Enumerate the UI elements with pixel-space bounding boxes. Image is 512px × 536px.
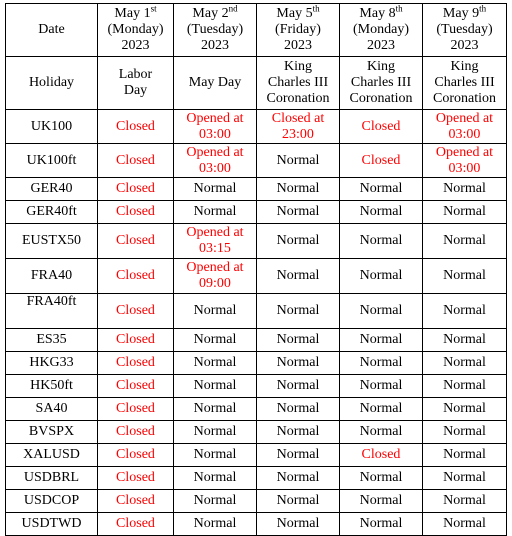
trading-status-cell [98, 513, 174, 536]
trading-status-text: Normal [193, 303, 237, 318]
table-row [6, 490, 507, 513]
trading-status-cell [98, 467, 174, 490]
holiday-name-line: Labor [118, 67, 153, 82]
trading-status-cell [423, 421, 507, 444]
holiday-name-line: King [450, 59, 479, 74]
trading-status-text: Normal [193, 332, 237, 347]
trading-status-cell [423, 444, 507, 467]
trading-status-cell [98, 224, 174, 259]
trading-status-cell [340, 352, 423, 375]
trading-status-text: Normal [359, 204, 403, 219]
trading-status-text: Normal [443, 332, 486, 347]
trading-status-cell [423, 224, 507, 259]
trading-status-text: Normal [193, 181, 237, 196]
trading-status-cell [174, 294, 257, 329]
trading-status-cell [174, 513, 257, 536]
trading-status-cell [340, 144, 423, 178]
table-row [6, 201, 507, 224]
trading-status-cell [174, 375, 257, 398]
trading-status-cell [174, 398, 257, 421]
trading-status-cell [423, 259, 507, 294]
trading-status-cell [257, 224, 340, 259]
trading-status-text: Normal [359, 268, 403, 283]
trading-status-text: Normal [193, 493, 237, 508]
trading-status-text: Normal [193, 355, 237, 370]
trading-status-text: Opened at [186, 144, 244, 160]
date-year: 2023 [367, 38, 395, 53]
instrument-symbol: SA40 [6, 398, 98, 421]
trading-status-text: Normal [359, 181, 403, 196]
trading-status-cell [423, 513, 507, 536]
holiday-name-line: Charles III [350, 75, 412, 90]
trading-status-text: Normal [276, 493, 320, 508]
trading-status-cell [98, 201, 174, 224]
trading-status-text: Normal [193, 204, 237, 219]
holiday-name-cell [174, 57, 257, 110]
instrument-symbol: USDBRL [6, 467, 98, 490]
trading-status-cell [340, 294, 423, 329]
trading-status-text: Closed [116, 401, 155, 416]
date-month-day: May 1 [114, 6, 151, 21]
trading-status-cell [98, 421, 174, 444]
trading-status-text: Opened at [435, 110, 494, 126]
table-row [6, 398, 507, 421]
trading-status-cell [257, 294, 340, 329]
trading-status-cell [423, 352, 507, 375]
trading-status-cell [257, 201, 340, 224]
trading-status-cell [257, 329, 340, 352]
trading-status-text: Opened at [186, 110, 244, 126]
date-ordinal-suffix: nd [228, 3, 238, 14]
trading-status-text: Normal [443, 303, 486, 318]
date-month-day: May 2 [192, 6, 229, 21]
trading-status-text: Normal [359, 378, 403, 393]
trading-status-cell [340, 398, 423, 421]
date-month-day: May 5 [276, 6, 313, 21]
trading-status-text: Closed [116, 355, 155, 370]
trading-status-cell [174, 259, 257, 294]
trading-status-cell [423, 398, 507, 421]
trading-status-cell [423, 144, 507, 178]
date-header-cell [257, 4, 340, 57]
trading-status-cell [98, 444, 174, 467]
holiday-name-cell [257, 57, 340, 110]
trading-status-text: Normal [443, 268, 486, 283]
trading-status-text: Normal [359, 355, 403, 370]
instrument-symbol: HKG33 [6, 352, 98, 375]
trading-status-text: Normal [276, 447, 320, 462]
trading-status-text: Closed [116, 268, 155, 283]
trading-status-cell [257, 467, 340, 490]
date-weekday: (Tuesday) [186, 22, 244, 37]
instrument-symbol: UK100 [6, 110, 98, 144]
trading-status-cell [257, 421, 340, 444]
date-year: 2023 [284, 38, 312, 53]
trading-status-text: Closed [116, 424, 155, 439]
date-ordinal-suffix: th [395, 3, 403, 14]
trading-status-text: Normal [276, 355, 320, 370]
instrument-symbol: FRA40 [6, 259, 98, 294]
holiday-name-line: Coronation [266, 91, 330, 106]
trading-status-text: Normal [276, 516, 320, 531]
trading-status-cell [98, 294, 174, 329]
trading-status-text: Closed [116, 332, 155, 347]
trading-status-cell [340, 490, 423, 513]
date-header-label: Date [6, 4, 98, 57]
trading-status-cell [98, 329, 174, 352]
trading-status-text: 09:00 [199, 276, 231, 291]
trading-status-cell [257, 490, 340, 513]
trading-status-cell [98, 352, 174, 375]
trading-status-text: Closed [361, 118, 401, 134]
date-ordinal-suffix: th [312, 3, 320, 14]
trading-status-cell [340, 444, 423, 467]
trading-status-cell [340, 259, 423, 294]
trading-status-text: Closed [116, 204, 155, 219]
instrument-symbol: ES35 [6, 329, 98, 352]
trading-status-cell [174, 444, 257, 467]
holiday-name-line: Coronation [349, 91, 413, 106]
trading-status-cell [257, 513, 340, 536]
trading-status-text: Normal [359, 493, 403, 508]
trading-status-cell [174, 201, 257, 224]
table-row [6, 178, 507, 201]
date-header-cell [340, 4, 423, 57]
trading-status-cell [98, 375, 174, 398]
table-row [6, 421, 507, 444]
trading-status-cell [98, 144, 174, 178]
trading-status-cell [257, 144, 340, 178]
trading-status-text: Normal [193, 424, 237, 439]
table-row [6, 144, 507, 178]
trading-status-cell [257, 259, 340, 294]
date-header-cell [98, 4, 174, 57]
table-row [6, 467, 507, 490]
instrument-symbol: EUSTX50 [6, 224, 98, 259]
date-weekday: (Tuesday) [436, 22, 493, 37]
trading-status-text: Normal [276, 401, 320, 416]
trading-status-text: Normal [443, 447, 486, 462]
trading-status-cell [98, 490, 174, 513]
trading-status-cell [257, 110, 340, 144]
trading-status-cell [174, 110, 257, 144]
trading-status-cell [340, 201, 423, 224]
trading-status-text: Normal [443, 516, 486, 531]
holiday-name-line: Charles III [434, 75, 495, 90]
trading-status-cell [257, 352, 340, 375]
trading-status-cell [340, 513, 423, 536]
trading-status-text: Closed [116, 181, 155, 196]
trading-status-text: 03:00 [448, 126, 481, 142]
trading-status-text: Normal [276, 332, 320, 347]
trading-status-text: Normal [193, 378, 237, 393]
trading-status-text: 03:00 [199, 160, 231, 176]
trading-status-text: Closed [116, 303, 155, 318]
trading-status-text: Closed [116, 118, 155, 134]
trading-status-text: Normal [443, 470, 486, 485]
trading-status-text: 03:00 [448, 160, 481, 176]
table-row [6, 375, 507, 398]
trading-status-cell [257, 444, 340, 467]
holiday-name-line: Coronation [433, 91, 496, 106]
trading-status-cell [257, 178, 340, 201]
holiday-name-line: Day [123, 83, 148, 98]
trading-status-text: Closed [116, 233, 155, 248]
holiday-name-cell [340, 57, 423, 110]
trading-status-cell [423, 201, 507, 224]
instrument-symbol: GER40ft [6, 201, 98, 224]
trading-status-cell [423, 294, 507, 329]
trading-status-text: Closed [116, 447, 155, 462]
table-row [6, 110, 507, 144]
trading-status-cell [98, 110, 174, 144]
trading-status-cell [340, 421, 423, 444]
trading-status-cell [174, 490, 257, 513]
trading-status-text: Normal [443, 233, 486, 248]
trading-status-text: Normal [443, 181, 486, 196]
trading-status-text: Opened at [186, 225, 244, 240]
instrument-symbol: BVSPX [6, 421, 98, 444]
table-row [6, 444, 507, 467]
trading-status-text: Normal [359, 303, 403, 318]
date-month-day: May 8 [359, 6, 396, 21]
date-weekday: (Friday) [275, 22, 321, 37]
trading-status-cell [423, 375, 507, 398]
instrument-symbol: USDCOP [6, 490, 98, 513]
holiday-name-line: Charles III [267, 75, 329, 90]
table-row [6, 513, 507, 536]
trading-status-cell [257, 398, 340, 421]
trading-status-text: Normal [193, 447, 237, 462]
trading-status-cell [340, 178, 423, 201]
trading-status-cell [174, 352, 257, 375]
trading-status-text: Closed [116, 493, 155, 508]
holiday-name-line: May Day [188, 75, 242, 90]
date-ordinal-suffix: th [479, 3, 487, 14]
trading-status-text: Normal [359, 401, 403, 416]
date-year: 2023 [121, 38, 150, 53]
trading-status-text: Normal [276, 470, 320, 485]
trading-status-cell [340, 467, 423, 490]
table-row [6, 329, 507, 352]
holiday-header-label: Holiday [6, 57, 98, 110]
trading-status-cell [423, 467, 507, 490]
trading-status-text: Normal [276, 233, 320, 248]
trading-status-text: Closed [361, 447, 401, 462]
trading-status-text: Closed at [271, 110, 325, 126]
holiday-header-row [6, 57, 507, 110]
trading-status-text: Normal [443, 493, 486, 508]
trading-status-text: Closed [116, 516, 155, 531]
trading-status-text: 03:00 [199, 126, 231, 142]
instrument-symbol: HK50ft [6, 375, 98, 398]
trading-status-cell [98, 398, 174, 421]
trading-status-text: 03:15 [199, 241, 231, 256]
trading-status-text: Closed [361, 152, 401, 168]
trading-status-text: Normal [193, 470, 237, 485]
instrument-symbol: FRA40ft [6, 294, 98, 329]
trading-status-text: Normal [359, 470, 403, 485]
trading-status-cell [340, 329, 423, 352]
trading-status-text: Opened at [186, 260, 244, 275]
trading-status-text: Normal [193, 516, 237, 531]
trading-status-text: Opened at [435, 144, 494, 160]
trading-status-cell [340, 224, 423, 259]
trading-status-text: Normal [359, 332, 403, 347]
trading-status-cell [174, 467, 257, 490]
date-weekday: (Monday) [353, 22, 409, 37]
trading-status-text: 23:00 [282, 126, 314, 142]
date-header-cell [174, 4, 257, 57]
trading-status-text: Normal [359, 424, 403, 439]
trading-status-text: Normal [359, 516, 403, 531]
trading-status-cell [423, 178, 507, 201]
instrument-symbol: XALUSD [6, 444, 98, 467]
instrument-symbol: GER40 [6, 178, 98, 201]
trading-status-cell [340, 375, 423, 398]
trading-status-text: Normal [276, 424, 320, 439]
table-row [6, 352, 507, 375]
trading-status-cell [423, 490, 507, 513]
trading-status-text: Normal [276, 378, 320, 393]
trading-status-cell [174, 421, 257, 444]
trading-status-cell [174, 224, 257, 259]
holiday-name-line: King [367, 59, 395, 74]
holiday-name-cell [98, 57, 174, 110]
trading-status-cell [98, 259, 174, 294]
trading-status-text: Normal [443, 204, 486, 219]
trading-status-text: Normal [443, 424, 486, 439]
trading-status-cell [423, 329, 507, 352]
trading-status-text: Closed [116, 470, 155, 485]
date-header-row [6, 4, 507, 57]
date-weekday: (Monday) [107, 22, 164, 37]
date-header-cell [423, 4, 507, 57]
holiday-trading-schedule-table [5, 3, 507, 536]
table-row [6, 224, 507, 259]
holiday-name-cell [423, 57, 507, 110]
trading-status-text: Normal [443, 378, 486, 393]
instrument-symbol: UK100ft [6, 144, 98, 178]
trading-status-cell [174, 178, 257, 201]
trading-status-text: Closed [116, 152, 155, 168]
date-year: 2023 [201, 38, 229, 53]
trading-status-cell [174, 144, 257, 178]
date-ordinal-suffix: st [150, 3, 157, 14]
trading-status-text: Normal [276, 152, 320, 168]
trading-status-text: Closed [116, 378, 155, 393]
trading-status-cell [174, 329, 257, 352]
trading-status-text: Normal [443, 355, 486, 370]
trading-status-text: Normal [276, 181, 320, 196]
trading-status-text: Normal [276, 268, 320, 283]
holiday-name-line: King [284, 59, 312, 74]
trading-status-cell [98, 178, 174, 201]
trading-status-cell [257, 375, 340, 398]
instrument-symbol: USDTWD [6, 513, 98, 536]
table-row [6, 259, 507, 294]
table-row [6, 294, 507, 329]
trading-status-text: Normal [276, 303, 320, 318]
date-month-day: May 9 [442, 6, 480, 21]
trading-status-cell [423, 110, 507, 144]
date-year: 2023 [450, 38, 479, 53]
trading-status-text: Normal [359, 233, 403, 248]
trading-status-text: Normal [193, 401, 237, 416]
trading-status-text: Normal [443, 401, 486, 416]
trading-status-cell [340, 110, 423, 144]
trading-status-text: Normal [276, 204, 320, 219]
